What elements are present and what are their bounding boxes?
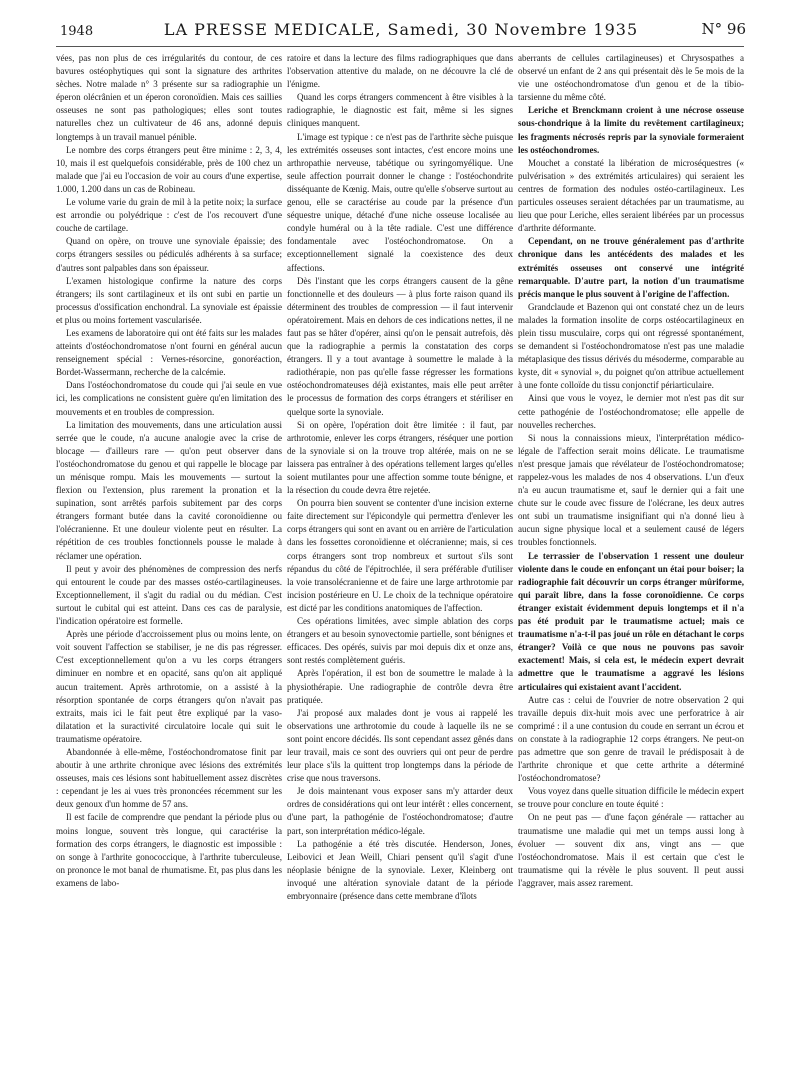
paragraph: Quand on opère, on trouve une synoviale épaissie; des corps étrangers sessiles ou pédiculés adhérents à sa surface; d'autres sont palpables dans son épaisseur. bbox=[56, 236, 282, 273]
paragraph: Il peut y avoir des phénomènes de compression des nerfs qui entourent le coude par des masses ostéo-cartilagineuses. Exceptionnellement, il s'agit du radial ou du médian. C'est surtout le cubital qui est atteint. Dans ces cas de paralysie, l'indication opératoire est formelle. bbox=[56, 563, 282, 627]
paragraph: Dans l'ostéochondromatose du coude qui j'ai seule en vue ici, les complications ne consistent guère qu'en limitation des mouvements et en troubles de compression. bbox=[56, 380, 282, 417]
paragraph: Ces opérations limitées, avec simple ablation des corps étrangers et au besoin synovectomie partielle, sont bénignes et efficaces. Des opérés, suivis par moi depuis dix et onze ans, sont restés complètement guéris. bbox=[287, 616, 513, 666]
paragraph: Les examens de laboratoire qui ont été faits sur les malades atteints d'ostéochondromatose n'ont fourni en général aucun renseignement spécial : Vernes-résorcine, gonoréaction, Bordet-Wassermann, recherche de la calcémie. bbox=[56, 327, 282, 378]
paragraph: Le nombre des corps étrangers peut être minime : 2, 3, 4, 10, mais il est quelquefois considérable, près de 100 chez un malade que j'ai eu l'occasion de voir au cours d'une expertise, 1.000, 1.200 dans un cas de Robineau. bbox=[56, 144, 282, 194]
paragraph: Abandonnée à elle-même, l'ostéochondromatose finit par aboutir à une arthrite chronique avec lésions des extrémités osseuses, mais ces lésions sont habituellement assez discrètes : cependant je les ai vues très prononcées récemment sur les deux genoux d'un homme de 57 ans. bbox=[56, 746, 282, 810]
text-column-2 bbox=[287, 52, 513, 903]
journal-title: LA PRESSE MEDICALE, Samedi, 30 Novembre 1935 bbox=[163, 20, 639, 39]
paragraph: Il est facile de comprendre que pendant la période plus ou moins longue, souvent très longue, qui caractérise la formation des corps étrangers, le diagnostic est impossible : on songe à l'arthrite gonococcique, à l'arthrite tuberculeuse, on prononce le mot banal de rhumatisme. Et, pas plus dans les examens de labo- bbox=[56, 812, 282, 888]
paragraph: L'examen histologique confirme la nature des corps étrangers; ils sont cartilagineux et ils ont subi en partie un processus d'ossification enchondral. La synoviale est épaissie et plus ou moins fortement vascularisée. bbox=[56, 275, 282, 325]
paragraph: Ainsi que vous le voyez, le dernier mot n'est pas dit sur cette pathogénie de l'ostéochondromatose; elle appelle de nouvelles recherches. bbox=[518, 393, 744, 430]
paragraph: On ne peut pas — d'une façon générale — rattacher au traumatisme une maladie qui met un temps aussi long à évoluer — souvent dix ans, vingt ans — que l'ostéochondromatose. Mais il est certain que c'est le traumatisme qui la révèle le plus souvent. Il peut aussi l'aggraver, mais assez rarement. bbox=[518, 812, 744, 888]
paragraph: Je dois maintenant vous exposer sans m'y attarder deux ordres de considérations qui ont leur intérêt : elles concernent, d'une part, la pathogénie de l'ostéochondromatose; d'autre part, son interprétation médico-légale. bbox=[287, 786, 513, 836]
paragraph: Le volume varie du grain de mil à la petite noix; la surface est arrondie ou polyédrique : c'est de l'os recouvert d'une couche de cartilage. bbox=[56, 197, 282, 234]
paragraph: L'image est typique : ce n'est pas de l'arthrite sèche puisque les extrémités osseuses sont intactes, c'est encore moins une arthropathie nerveuse, tabétique ou syringomyélique. Une seule affection pourrait donner le change : l'ostéochondrite disséquante de Kœnig. Mais, outre qu'elle s'observe surtout au genou, elle se caractérise au coude par la présence d'un séquestre unique, détaché d'une niche osseuse localisée au condyle huméral ou à la tête radiale. C'est une différence fondamentale avec l'ostéochondromatose. On a exceptionnellement signalé la coexistence des deux affections. bbox=[287, 131, 513, 273]
paragraph: ratoire et dans la lecture des films radiographiques que dans l'observation attentive du malade, on ne découvre la clé de l'énigme. bbox=[287, 53, 513, 90]
paragraph: J'ai proposé aux malades dont je vous ai rappelé les observations une arthrotomie du coude à laquelle ils ne se sont point encore décidés. Ils sont cependant assez gênés dans leur travail, mais ce sont des ouvriers qui ont peur de perdre leur place s'ils la quittent trop longtemps dans la période de crise que nous traversons. bbox=[287, 707, 513, 784]
paragraph: Après l'opération, il est bon de soumettre le malade à la physiothérapie. Une radiographie de contrôle devra être pratiquée. bbox=[287, 668, 513, 705]
issue-number: N° 96 bbox=[701, 20, 746, 38]
paragraph: On pourra bien souvent se contenter d'une incision externe faite directement sur l'épicondyle qui permettra d'enlever les corps étrangers qui sont en avant ou en arrière de l'articulation dans les fossettes coronoïdienne et olécranienne; mais, si ces corps étrangers sont trop nombreux et surtout s'ils sont répandus du côté de l'épitrochlée, il sera préférable d'utiliser la voie transolécranienne et de faire une large arthrotomie par incision postérieure en U. Le choix de la technique opératoire est dicté par les conditions anatomiques de l'affection. bbox=[287, 498, 513, 613]
paragraph: La pathogénie a été très discutée. Henderson, Jones, Leibovici et Jean Weill, Chiari pensent qu'il s'agit d'une néoplasie bénigne de la synoviale. Lexer, Kleinberg ont invoqué une altération synoviale datant de la période embryonnaire (présence dans cette membrane d'îlots bbox=[287, 838, 513, 901]
text-column-3 bbox=[518, 52, 744, 890]
paragraph: La limitation des mouvements, dans une articulation aussi serrée que le coude, n'a aucune analogie avec la crise de blocage — d'ailleurs rare — qu'on peut observer dans l'ostéochondromatose du genou et qui rappelle le blocage par un ménisque rompu. Mais les mouvements — surtout la flexion ou l'extension, plus rarement la pronation et la supination, sont arrêtés parfois subitement par des corps étrangers formant butée dans la cavité coronoïdienne ou l'olécranienne. Et une douleur violente peut en résulter. La répétition de ces troubles fonctionnels pousse le malade à réclamer une opération. bbox=[56, 419, 282, 561]
paragraph: Grandclaude et Bazenon qui ont constaté chez un de leurs malades la formation insolite de corps ostéocartilagineux en plein tissu musculaire, corps qui ont régressé spontanément, se demandent si l'ostéochondromatose n'est pas une maladie métaplasique des tissus dérivés du mésoderme, comparable au kyste, dit « synovial », du poignet qu'on attribue actuellement à une fonte colloïde du tissu conjonctif périarticulaire. bbox=[518, 301, 744, 391]
page-header bbox=[56, 18, 746, 48]
paragraph: Si nous la connaissions mieux, l'interprétation médico-légale de l'affection serait moins délicate. Le traumatisme n'est presque jamais que révélateur de l'ostéochondromatose; rappelez-vous les malades de nos 4 observations. L'un d'eux n'a eu aucun traumatisme et, sauf le dernier qui a fait une chute sur le coude avec fissure de l'olécrane, les deux autres ont subi un traumatisme insignifiant qui n'a donné lieu à aucun signe physique local et a seulement causé de légers troubles fonctionnels. bbox=[518, 432, 744, 548]
text-column-1 bbox=[56, 52, 282, 890]
paragraph: Leriche et Brenckmann croient à une nécrose osseuse sous-chondrique à la limite du revêtement cartilagineux; les fragments nécrosés repris par la synoviale formeraient les ostéochondromes. bbox=[518, 105, 744, 155]
paragraph: Le terrassier de l'observation 1 ressent une douleur violente dans le coude en enfonçant un étai pour boiser; la radiographie fait découvrir un corps étranger mûriforme, qui paraît libre, dans la fosse coronoïdienne. Ce corps étranger existait évidemment depuis longtemps et il n'a pas été produit par le traumatisme actuel; mais ce traumatisme n'a-t-il pas joué un rôle en détachant le corps étranger? Voilà ce que nous ne pouvons pas savoir exactement! Mais, si cela est, le médecin expert devrait admettre que le traumatisme a aggravé les lésions articulaires qui existaient avant l'accident. bbox=[518, 550, 744, 692]
paragraph: Dès l'instant que les corps étrangers causent de la gêne fonctionnelle et des douleurs — à plus forte raison quand ils déterminent des troubles de compression — il faut intervenir opératoirement. Mais en dehors de ces indications nettes, il ne faut pas se hâter d'opérer, ainsi qu'on le pensait autrefois, dès que la radiographie a permis la constatation des corps étrangers. Il y a tout avantage à soumettre le malade à la radiothérapie, non pas qu'elle fasse régresser les formations ostéochondromateuses déjà existantes, mais elle peut arrêter le processus de formation des corps étrangers et stériliser en quelque sorte la synoviale. bbox=[287, 275, 513, 417]
paragraph: Autre cas : celui de l'ouvrier de notre observation 2 qui travaille depuis dix-huit mois avec une perforatrice à air comprimé : il a une contusion du coude en serrant un écrou et on constate à la radiographie 12 corps étrangers. Ne peut-on pas admettre que son genre de travail le prédisposait à de l'arthrite chronique et que cette arthrite a déterminé l'ostéochondromatose? bbox=[518, 694, 744, 784]
paragraph: Vous voyez dans quelle situation difficile le médecin expert se trouve pour conclure en toute équité : bbox=[518, 786, 744, 810]
paragraph: Si on opère, l'opération doit être limitée : il faut, par arthrotomie, enlever les corps étrangers, réséquer une portion de la synoviale si on la trouve trop altérée, mais on ne se laissera pas entraîner à des opérations tellement larges qu'elles soient mutilantes pour une affection somme toute bénigne, et la résection du coude devra être rejetée. bbox=[287, 419, 513, 496]
page-number: 1948 bbox=[60, 24, 94, 39]
header-rule bbox=[56, 46, 744, 47]
paragraph: Après une période d'accroissement plus ou moins lente, on voit souvent l'affection se stabiliser, je ne dis pas régresser. C'est exceptionnellement qu'on a vu les corps étrangers diminuer en nombre et en opacité, sans qu'on ait appliqué aucun traitement. Après arthrotomie, on a assisté à la résorption spontanée de corps étrangers qu'on n'avait pas extraits, mais ici le fait peut être expliqué par la vaso-dilatation et la suractivité circulatoire locale qui suit le traumatisme opératoire. bbox=[56, 629, 282, 744]
paragraph: Quand les corps étrangers commencent à être visibles à la radiographie, le diagnostic est fait, même si les signes cliniques manquent. bbox=[287, 92, 513, 129]
paragraph: vées, pas non plus de ces irrégularités du contour, de ces bavures ostéophytiques qui sont la signature des arthrites sèches. Notre malade n° 3 présente sur sa radiographie un éperon olécrânien et un éperon coronoïdien. Mais ces saillies osseuses ne sont pas pathologiques; elles sont toutes naturelles chez un cultivateur de 46 ans, adonné depuis longtemps à un travail manuel pénible. bbox=[56, 53, 282, 142]
paragraph: Cependant, on ne trouve généralement pas d'arthrite chronique dans les antécédents des malades et les extrémités osseuses ont conservé une intégrité remarquable. D'autre part, la notion d'un traumatisme précis manque le plus souvent à l'origine de l'affection. bbox=[518, 236, 744, 299]
paragraph: aberrants de cellules cartilagineuses) et Chrysospathes a observé un enfant de 2 ans qui présentait dès le 5e mois de la vie une ostéochondromatose d'un genou et de la tibio-tarsienne du même côté. bbox=[518, 53, 744, 103]
paragraph: Mouchet a constaté la libération de microséquestres (« pulvérisation » des extrémités articulaires) qui seraient les centres de formation des nodules ostéo-cartilagineux. Les particules osseuses seraient détachées par un traumatisme, au lieu que pour Leriche, elles seraient libérées par un processus d'arthrite déformante. bbox=[518, 157, 744, 234]
